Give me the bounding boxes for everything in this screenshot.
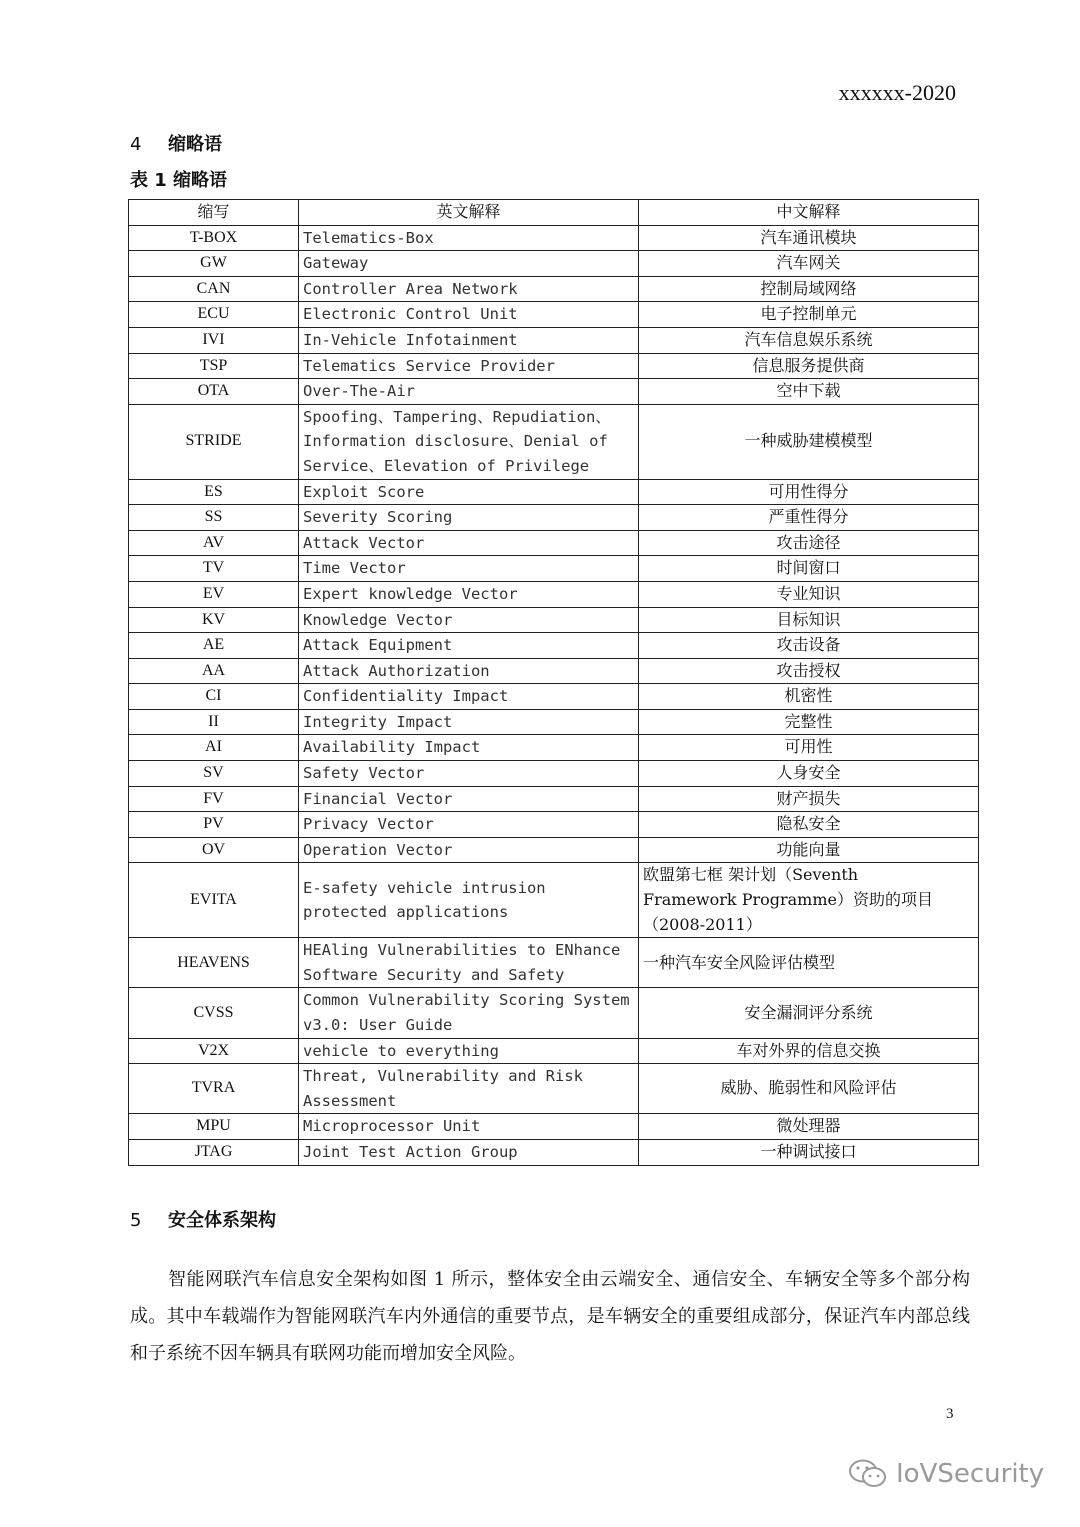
header-english: 英文解释 <box>299 200 639 226</box>
cell-abbr: AE <box>129 633 299 659</box>
cell-chinese: 空中下载 <box>639 379 979 405</box>
cell-chinese: 控制局域网络 <box>639 276 979 302</box>
table-row <box>129 1114 979 1140</box>
table-row <box>129 735 979 761</box>
table-header-row <box>129 200 979 226</box>
cell-english: Time Vector <box>299 556 639 582</box>
cell-abbr: SV <box>129 761 299 787</box>
cell-abbr: T-BOX <box>129 225 299 251</box>
cell-english: Attack Authorization <box>299 658 639 684</box>
cell-english: Integrity Impact <box>299 709 639 735</box>
cell-chinese: 可用性得分 <box>639 479 979 505</box>
table-row <box>129 837 979 863</box>
cell-abbr: MPU <box>129 1114 299 1140</box>
cell-chinese: 目标知识 <box>639 607 979 633</box>
table-row <box>129 225 979 251</box>
cell-abbr: IVI <box>129 327 299 353</box>
table-row <box>129 379 979 405</box>
section-5-heading <box>130 1206 276 1232</box>
abbreviation-table <box>128 199 979 1166</box>
cell-abbr: CAN <box>129 276 299 302</box>
table-row <box>129 633 979 659</box>
cell-abbr: EV <box>129 581 299 607</box>
cell-chinese: 专业知识 <box>639 581 979 607</box>
cell-chinese: 一种调试接口 <box>639 1139 979 1165</box>
cell-english: Controller Area Network <box>299 276 639 302</box>
table-row <box>129 988 979 1038</box>
cell-abbr: V2X <box>129 1038 299 1064</box>
section-number: 4 <box>130 134 142 155</box>
cell-abbr: TVRA <box>129 1064 299 1114</box>
cell-english: Privacy Vector <box>299 812 639 838</box>
cell-abbr: GW <box>129 251 299 277</box>
cell-abbr: II <box>129 709 299 735</box>
cell-english: Availability Impact <box>299 735 639 761</box>
watermark-text: IoVSecurity <box>896 1459 1045 1489</box>
table-row <box>129 1139 979 1165</box>
cell-chinese: 安全漏洞评分系统 <box>639 988 979 1038</box>
table-row <box>129 327 979 353</box>
cell-chinese: 电子控制单元 <box>639 302 979 328</box>
cell-english: Expert knowledge Vector <box>299 581 639 607</box>
cell-abbr: HEAVENS <box>129 938 299 988</box>
section-title: 安全体系架构 <box>168 1210 276 1231</box>
cell-abbr: AV <box>129 530 299 556</box>
cell-english: Exploit Score <box>299 479 639 505</box>
cell-abbr: TSP <box>129 353 299 379</box>
cell-chinese: 机密性 <box>639 684 979 710</box>
cell-english: Gateway <box>299 251 639 277</box>
table-row <box>129 581 979 607</box>
cell-chinese: 微处理器 <box>639 1114 979 1140</box>
section-number: 5 <box>130 1210 142 1231</box>
section-title: 缩略语 <box>168 134 222 155</box>
cell-english: Joint Test Action Group <box>299 1139 639 1165</box>
document-code: xxxxxx-2020 <box>838 80 956 105</box>
cell-abbr: OV <box>129 837 299 863</box>
cell-english: Telematics Service Provider <box>299 353 639 379</box>
cell-english: Attack Vector <box>299 530 639 556</box>
table-caption: 表 1 缩略语 <box>130 170 228 191</box>
watermark <box>848 1458 1044 1490</box>
cell-english: Telematics-Box <box>299 225 639 251</box>
cell-english: Knowledge Vector <box>299 607 639 633</box>
cell-english: In-Vehicle Infotainment <box>299 327 639 353</box>
body-paragraph: 智能网联汽车信息安全架构如图 1 所示，整体安全由云端安全、通信安全、车辆安全等多个部分构成。其中车载端作为智能网联汽车内外通信的重要节点，是车辆安全的重要组成部分，保证汽车内部总线和子系统不因车辆具有联网功能而增加安全风险。 <box>130 1269 970 1364</box>
cell-chinese: 威胁、脆弱性和风险评估 <box>639 1064 979 1114</box>
table-row <box>129 709 979 735</box>
cell-chinese: 汽车通讯模块 <box>639 225 979 251</box>
cell-english: Threat, Vulnerability and Risk Assessment <box>299 1064 639 1114</box>
cell-english: Operation Vector <box>299 837 639 863</box>
header-abbr: 缩写 <box>129 200 299 226</box>
table-row <box>129 251 979 277</box>
cell-abbr: EVITA <box>129 863 299 938</box>
cell-english: vehicle to everything <box>299 1038 639 1064</box>
cell-english: Severity Scoring <box>299 505 639 531</box>
cell-abbr: KV <box>129 607 299 633</box>
cell-chinese: 一种威胁建模模型 <box>639 404 979 479</box>
table-row <box>129 786 979 812</box>
cell-abbr: SS <box>129 505 299 531</box>
table-row <box>129 505 979 531</box>
table-row <box>129 276 979 302</box>
table-row <box>129 812 979 838</box>
table-row <box>129 863 979 938</box>
cell-english: Electronic Control Unit <box>299 302 639 328</box>
table-row <box>129 938 979 988</box>
cell-abbr: PV <box>129 812 299 838</box>
cell-chinese: 攻击设备 <box>639 633 979 659</box>
cell-chinese: 攻击途径 <box>639 530 979 556</box>
cell-english: Microprocessor Unit <box>299 1114 639 1140</box>
cell-chinese: 隐私安全 <box>639 812 979 838</box>
cell-abbr: FV <box>129 786 299 812</box>
cell-abbr: ECU <box>129 302 299 328</box>
cell-abbr: TV <box>129 556 299 582</box>
cell-chinese: 严重性得分 <box>639 505 979 531</box>
table-row <box>129 684 979 710</box>
cell-english: Financial Vector <box>299 786 639 812</box>
cell-english: Confidentiality Impact <box>299 684 639 710</box>
cell-abbr: OTA <box>129 379 299 405</box>
header-chinese: 中文解释 <box>639 200 979 226</box>
table-row <box>129 479 979 505</box>
table-row <box>129 530 979 556</box>
cell-chinese: 汽车信息娱乐系统 <box>639 327 979 353</box>
cell-chinese: 一种汽车安全风险评估模型 <box>639 938 979 988</box>
cell-chinese: 欧盟第七框 架计划（Seventh Framework Programme）资助的项目 （2008-2011） <box>639 863 979 938</box>
cell-english: Over-The-Air <box>299 379 639 405</box>
cell-english: E-safety vehicle intrusion protected applications <box>299 863 639 938</box>
table-row <box>129 404 979 479</box>
cell-chinese: 汽车网关 <box>639 251 979 277</box>
cell-english: Safety Vector <box>299 761 639 787</box>
cell-chinese: 车对外界的信息交换 <box>639 1038 979 1064</box>
cell-chinese: 可用性 <box>639 735 979 761</box>
section-4-heading <box>130 130 222 156</box>
cell-english: HEAling Vulnerabilities to ENhance Software Security and Safety <box>299 938 639 988</box>
cell-chinese: 攻击授权 <box>639 658 979 684</box>
table-row <box>129 302 979 328</box>
cell-abbr: CI <box>129 684 299 710</box>
table-row <box>129 1064 979 1114</box>
cell-english: Attack Equipment <box>299 633 639 659</box>
table-row <box>129 761 979 787</box>
table-row <box>129 353 979 379</box>
wechat-icon <box>848 1458 888 1490</box>
cell-english: Common Vulnerability Scoring System v3.0: User Guide <box>299 988 639 1038</box>
table-row <box>129 1038 979 1064</box>
cell-chinese: 功能向量 <box>639 837 979 863</box>
cell-abbr: ES <box>129 479 299 505</box>
cell-abbr: AA <box>129 658 299 684</box>
page-number: 3 <box>946 1406 954 1422</box>
cell-abbr: CVSS <box>129 988 299 1038</box>
cell-chinese: 完整性 <box>639 709 979 735</box>
table-row <box>129 658 979 684</box>
cell-abbr: STRIDE <box>129 404 299 479</box>
cell-abbr: AI <box>129 735 299 761</box>
cell-abbr: JTAG <box>129 1139 299 1165</box>
table-row <box>129 556 979 582</box>
cell-chinese: 信息服务提供商 <box>639 353 979 379</box>
cell-chinese: 人身安全 <box>639 761 979 787</box>
cell-chinese: 财产损失 <box>639 786 979 812</box>
table-row <box>129 607 979 633</box>
cell-chinese: 时间窗口 <box>639 556 979 582</box>
cell-english: Spoofing、Tampering、Repudiation、 Information disclosure、Denial of Service、Elevation of Privilege <box>299 404 639 479</box>
